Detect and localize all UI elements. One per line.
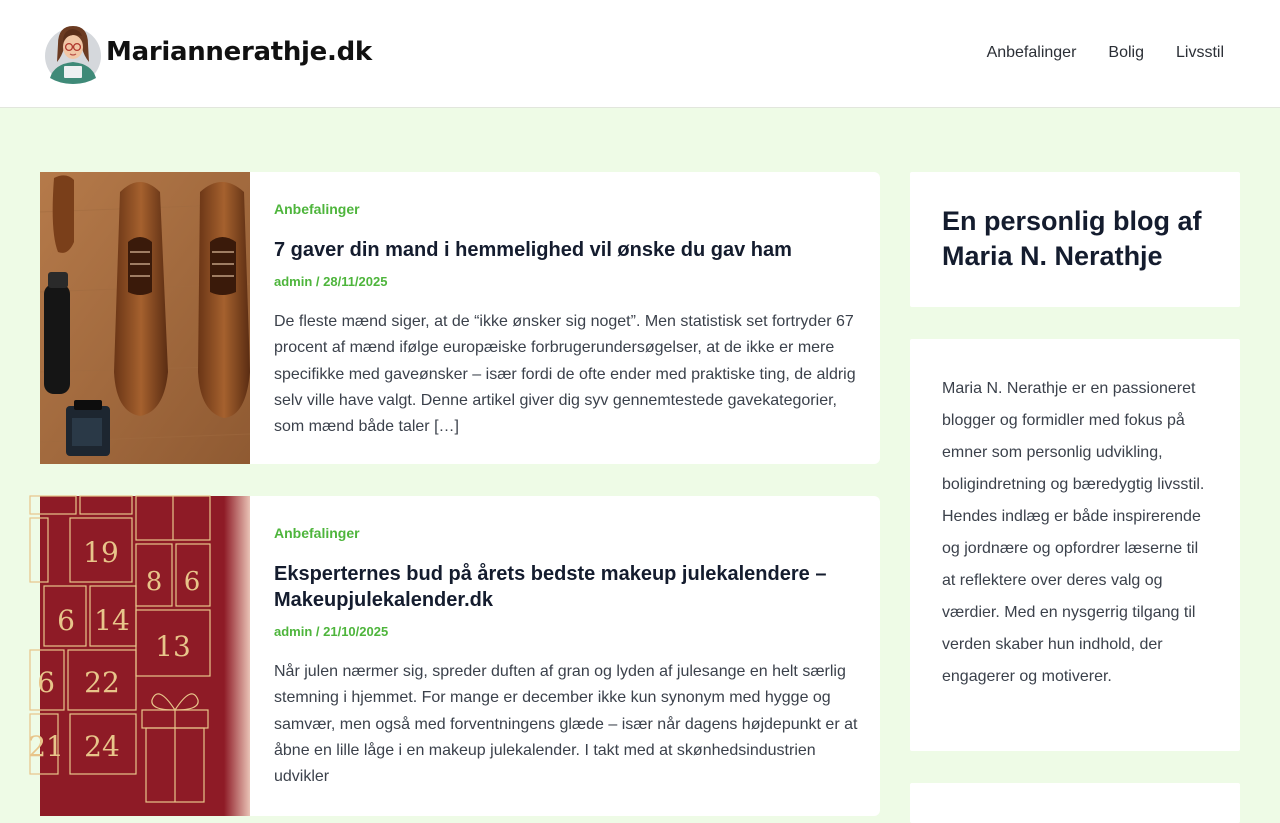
post-thumbnail[interactable]	[40, 172, 250, 464]
main-nav	[987, 44, 1224, 62]
post-card	[28, 496, 880, 816]
calendar-number: 22	[84, 666, 120, 699]
sidebar-heading: En personlig blog af Maria N. Nerathje	[942, 206, 1202, 271]
post-category-link[interactable]: Anbefalinger	[274, 201, 360, 217]
post-content	[274, 524, 858, 790]
site-header	[0, 0, 1280, 108]
post-excerpt: Når julen nærmer sig, spreder duften af gran og lyden af julesange en helt særlig stemning i hjemmet. For mange er december ikke kun synonym med hygge og samvær, men også med forventningens glæde – især når dagens højdepunkt er at åbne en lille låge i en makeup julekalender. I takt med at skønhedsindustrien udvikler	[274, 663, 858, 786]
shoes-image-icon	[40, 172, 250, 464]
calendar-number: 24	[84, 730, 120, 763]
post-category-link[interactable]: Anbefalinger	[274, 525, 360, 541]
calendar-number: 19	[83, 536, 119, 569]
post-excerpt: De fleste mænd siger, at de “ikke ønsker sig noget”. Men statistisk set fortryder 67 procent af mænd ifølge europæiske forbrugerundersøgelser, at de ikke er mere specifikke med gaveønsker – især fordi de ofte ender med praktiske ting, de aldrig selv ville have valgt. Denne artikel giver dig syv gennemtestede gavekategorier, som mænd både taler […]	[274, 313, 856, 436]
calendar-number: 6	[37, 666, 55, 699]
logo-text: Mariannerathje.dk	[106, 37, 372, 67]
calendar-number: 8	[145, 567, 163, 597]
calendar-number: 21	[28, 730, 64, 763]
sidebar-about-widget	[910, 339, 1240, 751]
post-title[interactable]: 7 gaver din mand i hemmelighed vil ønske du gav ham	[274, 239, 792, 261]
calendar-number: 14	[94, 604, 130, 637]
calendar-number: 6	[57, 604, 75, 637]
post-title[interactable]: Eksperternes bud på årets bedste makeup julekalendere – Makeupjulekalender.dk	[274, 563, 827, 611]
sidebar-about-text: Maria N. Nerathje er en passioneret blogger og formidler med fokus på emner som personlig udvikling, boligindretning og bæredygtig livsstil. Hendes indlæg er både inspirerende og jordnære og opfordrer læserne til at reflektere over deres valg og værdier. Med en nysgerrig tilgang til verden skaber hun indhold, der engagerer og motiverer.	[942, 380, 1205, 685]
calendar-number: 13	[155, 630, 191, 663]
post-card	[40, 172, 880, 464]
advent-calendar-image-icon	[28, 496, 250, 816]
avatar-icon	[44, 20, 102, 84]
post-thumbnail[interactable]	[28, 496, 250, 816]
nav-item-anbefalinger[interactable]: Anbefalinger	[986, 44, 1077, 61]
post-meta[interactable]: admin / 21/10/2025	[274, 624, 389, 639]
nav-item-bolig[interactable]: Bolig	[1108, 44, 1144, 61]
post-meta[interactable]: admin / 28/11/2025	[274, 274, 388, 289]
nav-item-livsstil[interactable]: Livsstil	[1175, 44, 1224, 61]
post-content	[274, 200, 858, 440]
site-logo[interactable]	[44, 20, 372, 84]
sidebar-heading-widget	[910, 172, 1240, 307]
sidebar-widget	[910, 783, 1240, 823]
calendar-number: 6	[183, 567, 201, 597]
